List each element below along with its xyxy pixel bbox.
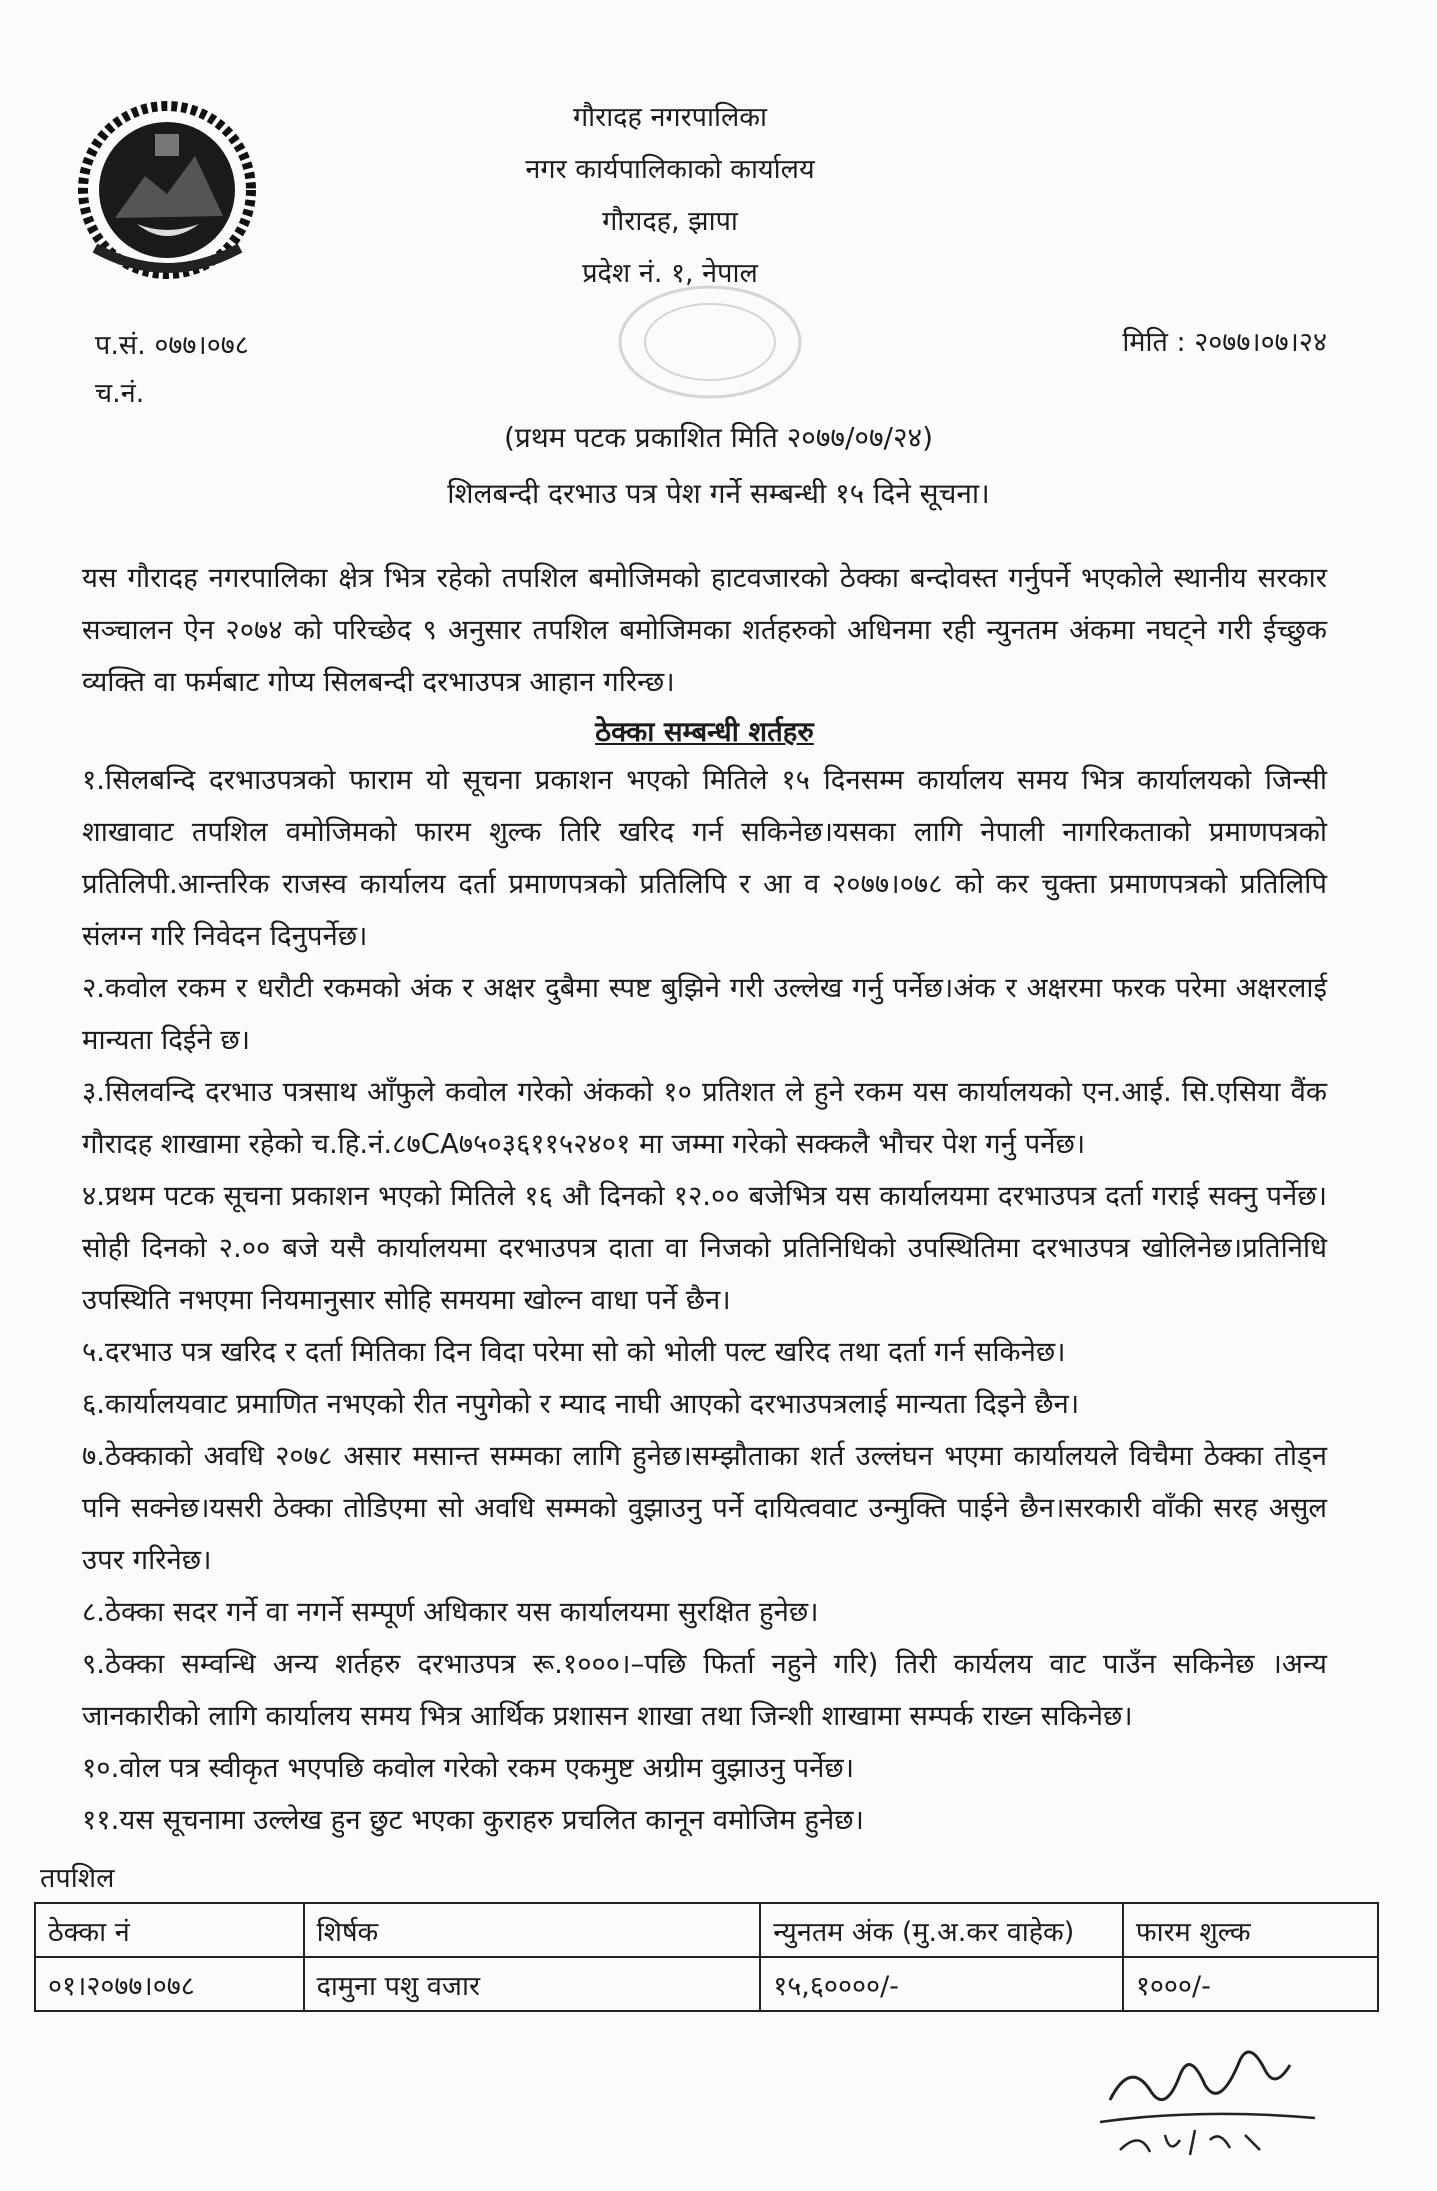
table-cell: १०००/- (1123, 1957, 1378, 2011)
nepal-emblem-icon (75, 98, 260, 283)
office-stamp-icon (610, 282, 810, 402)
table-cell: दामुना पशु वजार (304, 1957, 761, 2011)
intro-paragraph: यस गौरादह नगरपालिका क्षेत्र भित्र रहेको तपशिल बमोजिमको हाटवजारको ठेक्का बन्दोवस्त गर्नुपर्ने भएकोले स्थानीय सरकार सञ्चालन ऐन २०७४ को परिच्छेद ९ अनुसार तपशिल बमोजिमका शर्तहरुको अधिनमा रही न्युनतम अंकमा नघट्ने गरी ईच्छुक व्यक्ति वा फर्मबाट गोप्य सिलबन्दी दरभाउपत्र आहान गरिन्छ। (82, 562, 1327, 698)
conditions-heading: ठेक्का सम्बन्धी शर्तहरु (595, 716, 814, 748)
condition-item: ७.ठेक्काको अवधि २०७८ असार मसान्त सम्मका लागि हुनेछ।सम्झौताका शर्त उल्लंघन भएमा कार्यालयले विचैमा ठेक्का तोड्न पनि सक्नेछ।यसरी ठेक्का तोडिएमा सो अवधि सम्मको वुझाउनु पर्ने दायित्ववाट उन्मुक्ति पाईने छैन।सरकारी वाँकी सरह असुल उपर गरिनेछ। (82, 1440, 1327, 1576)
condition-item: ३.सिलवन्दि दरभाउ पत्रसाथ आँफुले कवोल गरेको अंकको १० प्रतिशत ले हुने रकम यस कार्यालयको एन.आई. सि.एसिया वैंक गौरादह शाखामा रहेको च.हि.नं.८७CA७५०३६११५२४०१ मा जम्मा गरेको सक्कलै भौचर पेश गर्नु पर्नेछ। (82, 1076, 1327, 1160)
condition-item: ९.ठेक्का सम्वन्धि अन्य शर्तहरु दरभाउपत्र रू.१०००।–पछि फिर्ता नहुने गरि) तिरी कार्यलय वाट पाउँन सकिनेछ ।अन्य जानकारीको लागि कार्यालय समय भित्र आर्थिक प्रशासन शाखा तथा जिन्शी शाखामा सम्पर्क राख्न सकिनेछ। (82, 1648, 1327, 1732)
condition-item: ८.ठेक्का सदर गर्ने वा नगर्ने सम्पूर्ण अधिकार यस कार्यालयमा सुरक्षित हुनेछ। (82, 1596, 819, 1628)
letter-number: प.सं. ०७७।०७८ (95, 330, 249, 361)
office-name: नगर कार्यपालिकाको कार्यालय (525, 154, 815, 185)
schedule-label: तपशिल (40, 1863, 115, 1894)
notice-date: मिति : २०७७।०७।२४ (1122, 327, 1327, 358)
reference-block (95, 322, 249, 418)
province-line: प्रदेश नं. १, नेपाल (582, 258, 758, 289)
notice-body (82, 552, 1327, 1846)
table-cell: ०१।२०७७।०७८ (35, 1957, 304, 2011)
condition-item: २.कवोल रकम र धरौटी रकमको अंक र अक्षर दुबैमा स्पष्ट बुझिने गरी उल्लेख गर्नु पर्नेछ।अंक र अक्षरमा फरक परेमा अक्षरलाई मान्यता दिईने छ। (82, 972, 1327, 1056)
condition-item: १.सिलबन्दि दरभाउपत्रको फाराम यो सूचना प्रकाशन भएको मितिले १५ दिनसम्म कार्यालय समय भित्र कार्यालयको जिन्सी शाखावाट तपशिल वमोजिमको फारम शुल्क तिरि खरिद गर्न सकिनेछ।यसका लागि नेपाली नागरिकताको प्रमाणपत्रको प्रतिलिपी.आन्तरिक राजस्व कार्यालय दर्ता प्रमाणपत्रको प्रतिलिपि र आ व २०७७।०७८ को कर चुक्ता प्रमाणपत्रको प्रतिलिपि संलग्न गरि निवेदन दिनुपर्नेछ। (82, 764, 1327, 952)
column-header: फारम शुल्क (1123, 1903, 1378, 1957)
contract-schedule-table (34, 1902, 1379, 2012)
condition-item: ५.दरभाउ पत्र खरिद र दर्ता मितिका दिन विदा परेमा सो को भोली पल्ट खरिद तथा दर्ता गर्न सकिनेछ। (82, 1336, 1066, 1368)
dispatch-number: च.नं. (95, 378, 145, 409)
condition-item: १०.वोल पत्र स्वीकृत भएपछि कवोल गरेको रकम एकमुष्ट अग्रीम वुझाउनु पर्नेछ। (82, 1752, 855, 1784)
column-header: ठेक्का नं (35, 1903, 304, 1957)
condition-item: ६.कार्यालयवाट प्रमाणित नभएको रीत नपुगेको र म्याद नाघी आएको दरभाउपत्रलाई मान्यता दिइने छैन। (82, 1388, 1080, 1420)
column-header: न्युनतम अंक (मु.अ.कर वाहेक) (760, 1903, 1123, 1957)
municipality-name: गौरादह नगरपालिका (572, 102, 768, 133)
notice-title: शिलबन्दी दरभाउ पत्र पेश गर्ने सम्बन्धी १५ दिने सूचना। (447, 477, 990, 510)
table-cell: १५,६००००/- (760, 1957, 1123, 2011)
handwritten-signature (1070, 2030, 1330, 2170)
notice-titles (0, 410, 1437, 522)
office-header (390, 92, 950, 300)
column-header: शिर्षक (304, 1903, 761, 1957)
office-address: गौरादह, झापा (602, 206, 738, 237)
condition-item: ४.प्रथम पटक सूचना प्रकाशन भएको मितिले १६ औ दिनको १२.०० बजेभित्र यस कार्यालयमा दरभाउपत्र दर्ता गराई सक्नु पर्नेछ।सोही दिनको २.०० बजे यसै कार्यालयमा दरभाउपत्र दाता वा निजको प्रतिनिधिको उपस्थितिमा दरभाउपत्र खोलिनेछ।प्रतिनिधि उपस्थिति नभएमा नियमानुसार सोहि समयमा खोल्न वाधा पर्ने छैन। (82, 1180, 1327, 1316)
publication-date-line: (प्रथम पटक प्रकाशित मिति २०७७/०७/२४) (503, 421, 934, 454)
condition-item: ११.यस सूचनामा उल्लेख हुन छुट भएका कुराहरु प्रचलित कानून वमोजिम हुनेछ। (82, 1804, 864, 1836)
table-header-row (35, 1903, 1378, 1957)
table-row (35, 1957, 1378, 2011)
